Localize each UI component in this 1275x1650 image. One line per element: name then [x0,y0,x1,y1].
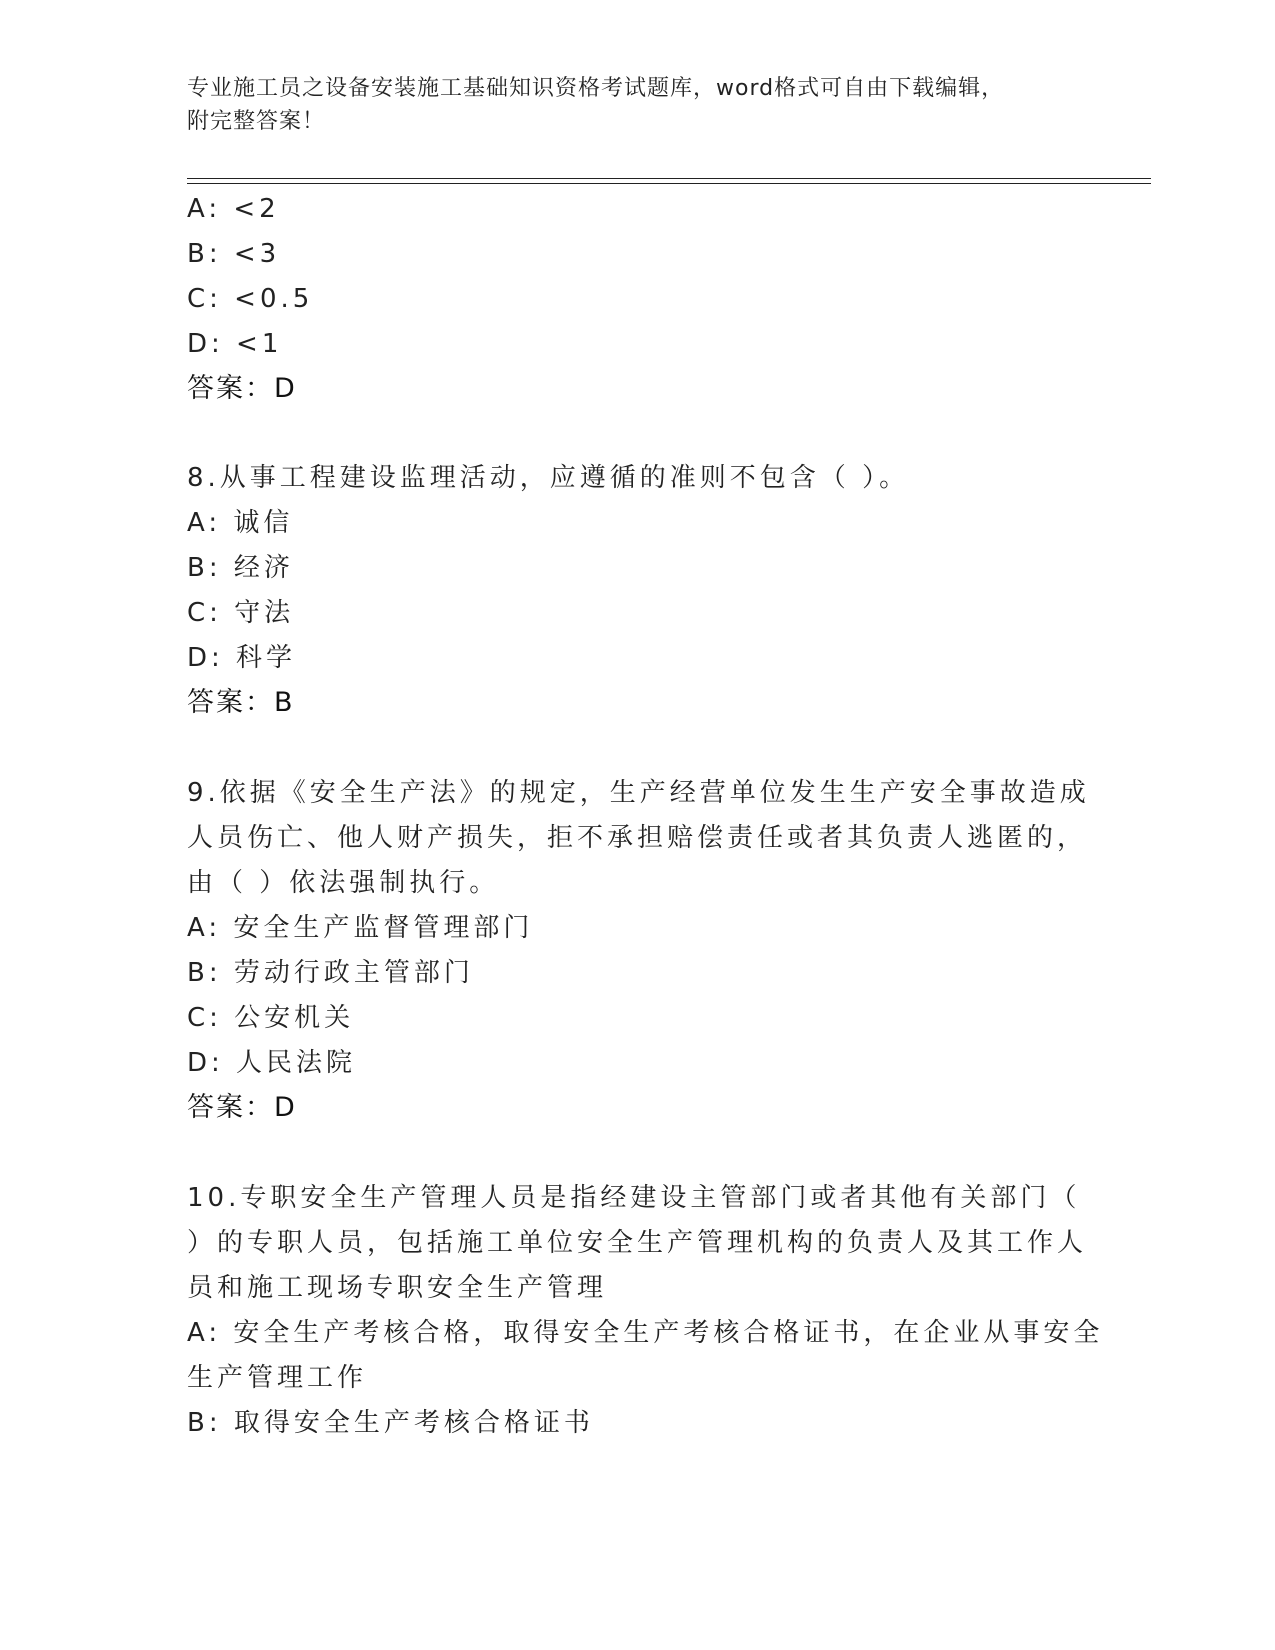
q9-option-b: B: 劳动行政主管部门 [187,958,474,988]
q10-stem-line-2: ）的专职人员，包括施工单位安全生产管理机构的负责人及其工作人 [187,1228,1088,1258]
header-line-2: 附完整答案！ [187,109,326,134]
q9-option-d: D: 人民法院 [187,1048,357,1078]
q7-option-b: B: <3 [187,239,281,269]
q8-option-d: D: 科学 [187,643,297,673]
q9-answer: 答案：D [187,1092,297,1123]
q10-option-b: B: 取得安全生产考核合格证书 [187,1408,594,1438]
q7-option-c: C: <0.5 [187,284,314,314]
q8-option-c: C: 守法 [187,598,295,628]
q7-answer: 答案：D [187,373,297,404]
q7-option-a: A: <2 [187,194,280,224]
q10-option-a-continued: 生产管理工作 [187,1363,368,1393]
q9-option-a: A: 安全生产监督管理部门 [187,913,534,943]
q8-option-a: A: 诚信 [187,508,294,538]
q9-stem-line-1: 9.依据《安全生产法》的规定，生产经营单位发生生产安全事故造成 [187,778,1090,808]
q8-answer: 答案：B [187,687,295,718]
q9-option-c: C: 公安机关 [187,1003,355,1033]
header-divider-top [187,178,1151,179]
q8-option-b: B: 经济 [187,553,294,583]
q10-stem-line-1: 10.专职安全生产管理人员是指经建设主管部门或者其他有关部门（ [187,1183,1081,1213]
q10-stem-line-3: 员和施工现场专职安全生产管理 [187,1273,608,1303]
header-line-1: 专业施工员之设备安装施工基础知识资格考试题库，word格式可自由下载编辑， [187,76,1005,101]
q9-stem-line-3: 由（ ）依法强制执行。 [187,868,500,898]
header-divider-bottom [187,183,1151,184]
q7-option-d: D: <1 [187,329,283,359]
q8-stem: 8.从事工程建设监理活动，应遵循的准则不包含（ ）。 [187,463,910,493]
document-header [187,72,1067,138]
q9-stem-line-2: 人员伤亡、他人财产损失，拒不承担赔偿责任或者其负责人逃匿的， [187,823,1088,853]
q10-option-a: A: 安全生产考核合格，取得安全生产考核合格证书，在企业从事安全 [187,1318,1104,1348]
